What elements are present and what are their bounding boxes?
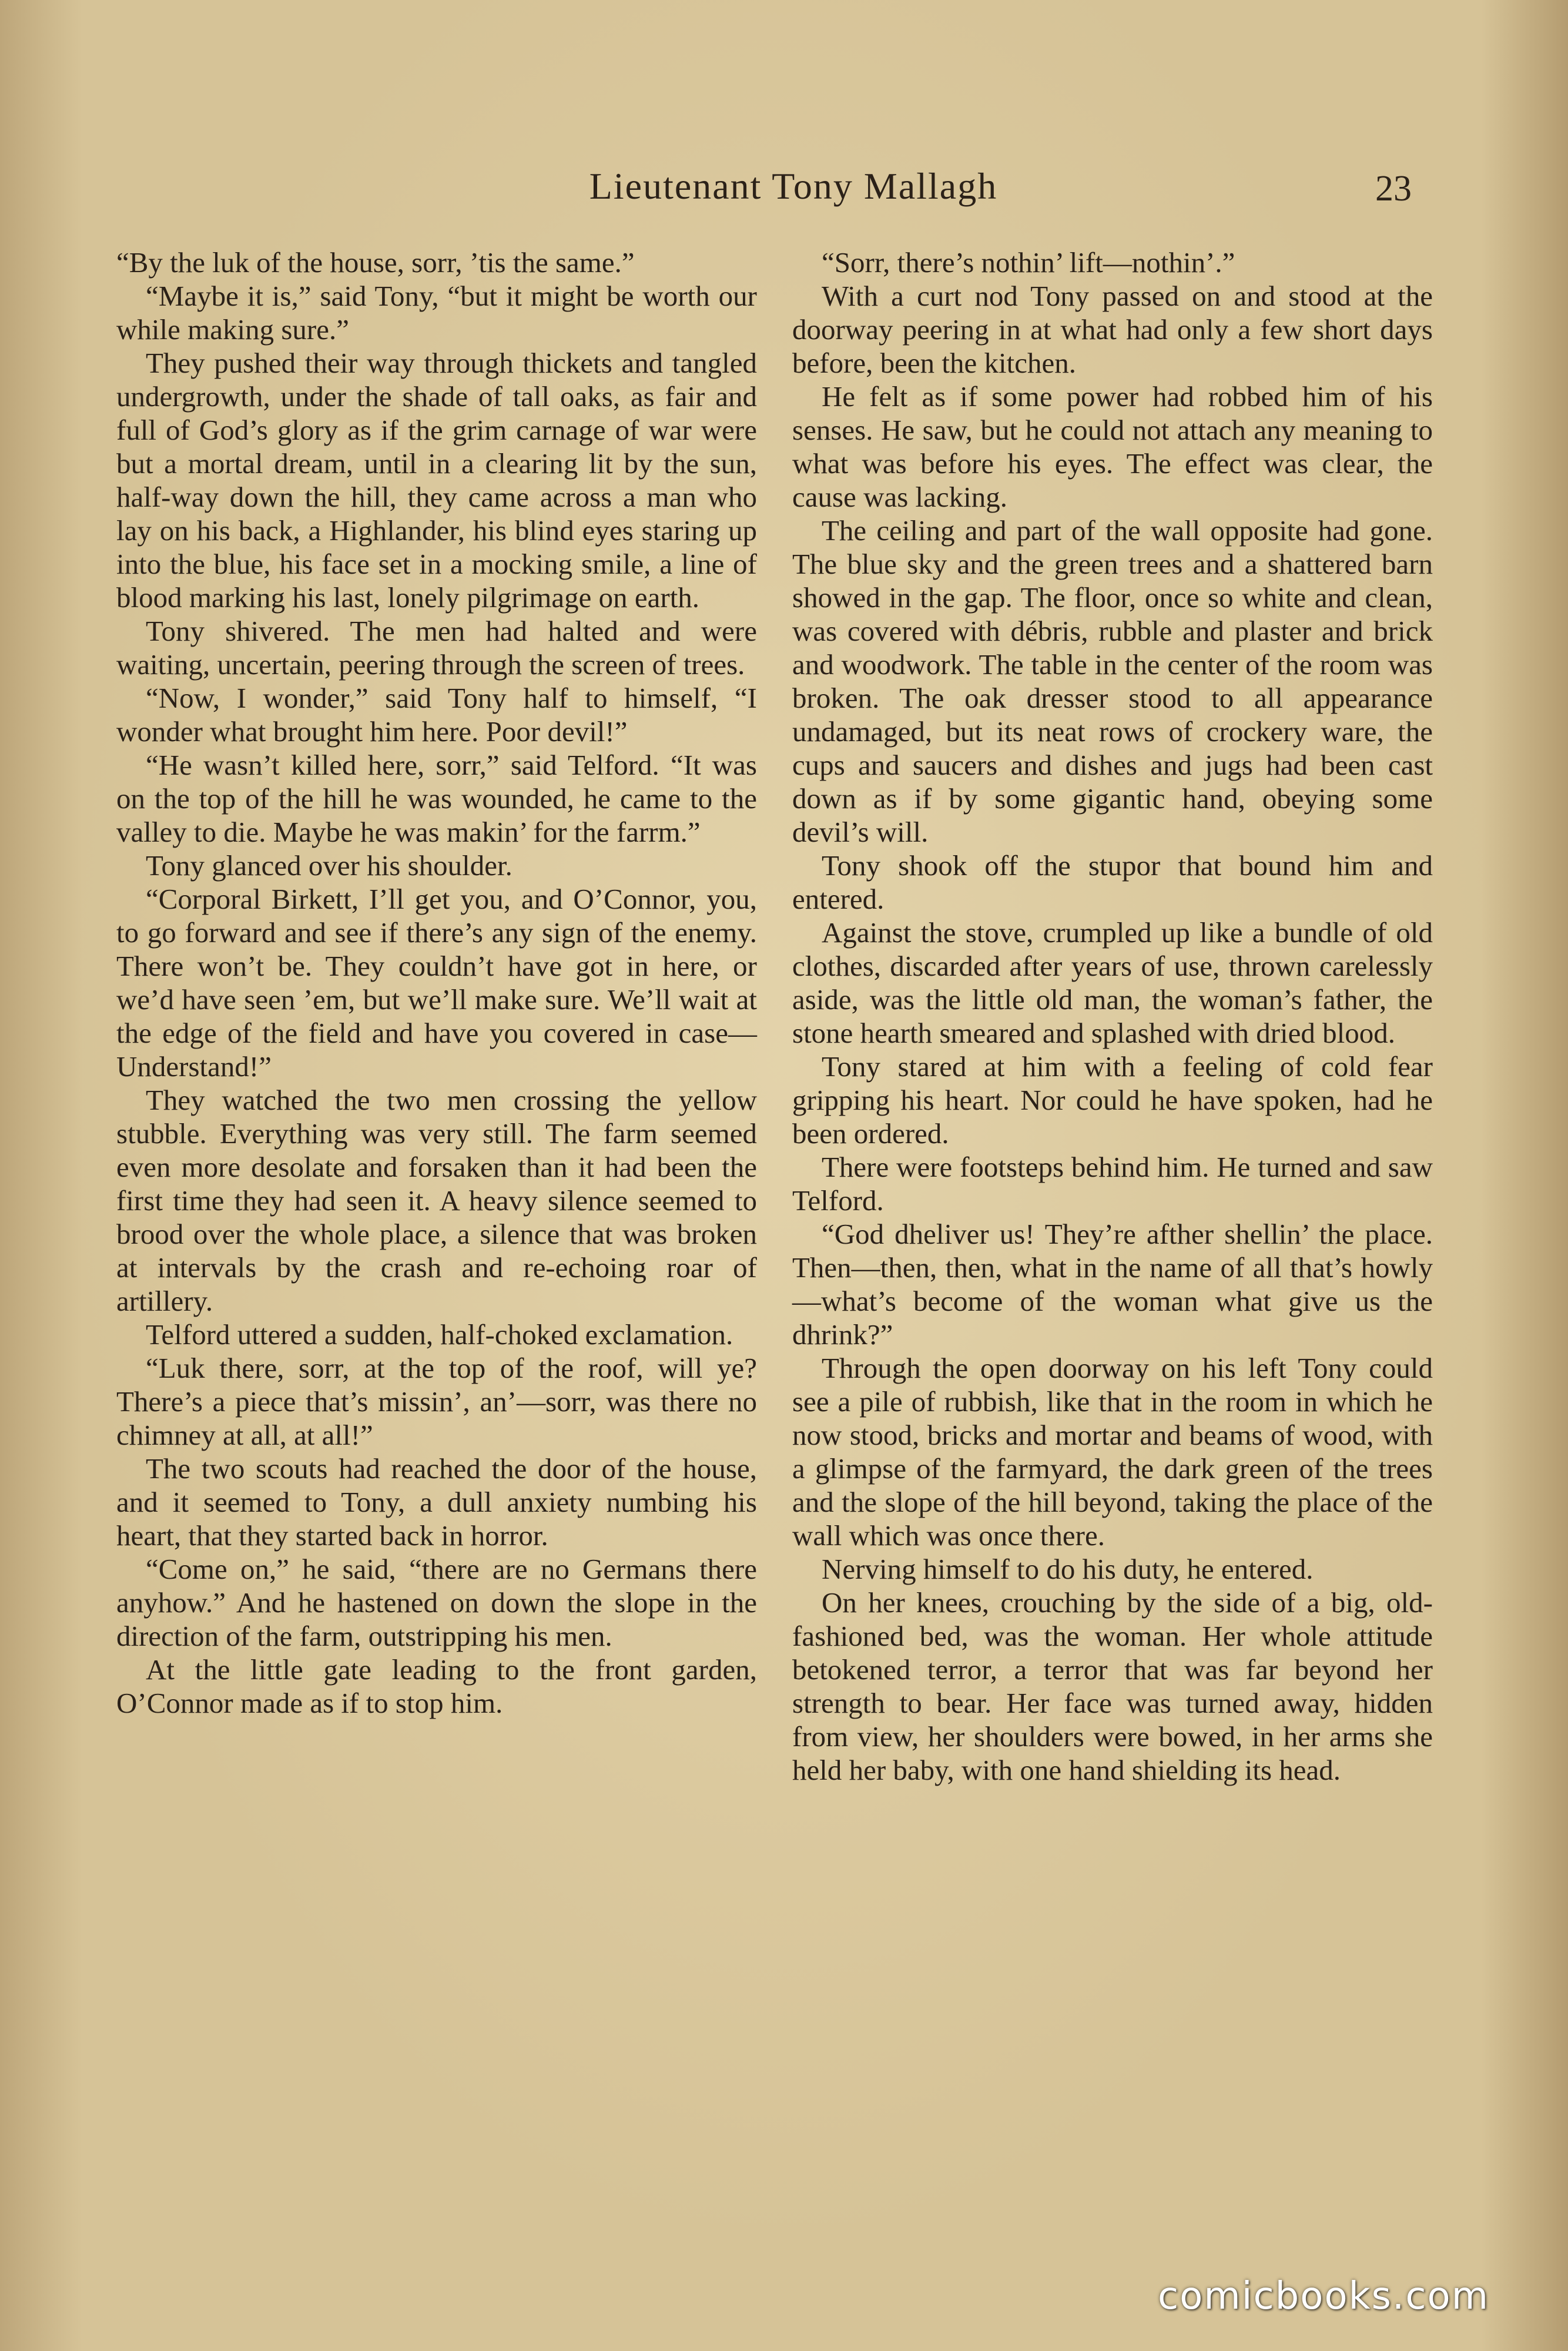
paragraph: Tony glanced over his shoulder. [146, 849, 512, 882]
paragraph: Telford uttered a sudden, half-choked exclamation. [146, 1318, 733, 1351]
paragraph: With a curt nod Tony passed on and stood at the doorway peering in at what had only a few short days before, been the kitchen. [792, 280, 1433, 379]
paragraph: Nerving himself to do his duty, he entered. [822, 1553, 1314, 1585]
page-number: 23 [1375, 169, 1412, 209]
paragraph: On her knees, crouching by the side of a big, old-fashioned bed, was the woman. Her whole attitude betokened terror, a terror that was far beyond her strength to bear. Her face was turned away, hidden from view, her shoulders were bowed, in her arms she held her baby, with one hand shielding its head. [792, 1586, 1433, 1786]
running-title: Lieutenant Tony Mallagh [589, 165, 998, 207]
paragraph: “Maybe it is,” said Tony, “but it might be worth our while making sure.” [116, 280, 757, 346]
paragraph: “God dheliver us! They’re afther shellin’ the place. Then—then, then, what in the name of all that’s howly—what’s become of the woman what give us the dhrink?” [792, 1218, 1433, 1351]
page-header [0, 165, 1568, 229]
paragraph: “Corporal Birkett, I’ll get you, and O’Connor, you, to go forward and see if there’s any sign of the enemy. There won’t be. They couldn’t have got in here, or we’d have seen ’em, but we’ll make sure. We’ll wait at the edge of the field and have you covered in case— Understand!” [116, 883, 757, 1083]
paragraph: At the little gate leading to the front garden, O’Connor made as if to stop him. [116, 1653, 757, 1719]
paragraph: They watched the two men crossing the yellow stubble. Everything was very still. The farm seemed even more desolate and forsaken than it had been the first time they had seen it. A heavy silence seemed to brood over the whole place, a silence that was broken at intervals by the crash and re-echoing roar of artillery. [116, 1084, 757, 1317]
right-column [792, 246, 1433, 1787]
paragraph: He felt as if some power had robbed him of his senses. He saw, but he could not attach any meaning to what was before his eyes. The effect was clear, the cause was lacking. [792, 380, 1433, 513]
paragraph: Tony shivered. The men had halted and were waiting, uncertain, peering through the screen of trees. [116, 615, 757, 681]
paragraph: “Now, I wonder,” said Tony half to himself, “I wonder what brought him here. Poor devil!” [116, 682, 757, 748]
paragraph: The ceiling and part of the wall opposite had gone. The blue sky and the green trees and a shattered barn showed in the gap. The floor, once so white and clean, was covered with débris, rubble and plaster and brick and woodwork. The table in the center of the room was broken. The oak dresser stood to all appearance undamaged, but its neat rows of crockery ware, the cups and saucers and dishes and jugs had been cast down as if by some gigantic hand, obeying some devil’s will. [792, 514, 1433, 848]
paragraph: There were footsteps behind him. He turned and saw Telford. [792, 1151, 1433, 1217]
paragraph: “By the luk of the house, sorr, ’tis the same.” [116, 246, 635, 279]
paragraph: Through the open doorway on his left Tony could see a pile of rubbish, like that in the room in which he now stood, bricks and mortar and beams of wood, with a glimpse of the farmyard, the dark green of the trees and the slope of the hill beyond, taking the place of the wall which was once there. [792, 1352, 1433, 1552]
paragraph: “Sorr, there’s nothin’ lift—nothin’.” [822, 246, 1235, 279]
paragraph: “He wasn’t killed here, sorr,” said Telford. “It was on the top of the hill he was wounded, he came to the valley to die. Maybe he was makin’ for the farrm.” [116, 749, 757, 848]
paragraph: They pushed their way through thickets and tangled undergrowth, under the shade of tall oaks, as fair and full of God’s glory as if the grim carnage of war were but a mortal dream, until in a clearing lit by the sun, half-way down the hill, they came across a man who lay on his back, a Highlander, his blind eyes staring up into the blue, his face set in a mocking smile, a line of blood marking his last, lonely pilgrimage on earth. [116, 347, 757, 614]
paragraph: “Come on,” he said, “there are no Germans there anyhow.” And he hastened on down the slope in the direction of the farm, outstripping his men. [116, 1553, 757, 1652]
left-column [116, 246, 757, 1720]
paragraph: “Luk there, sorr, at the top of the roof, will ye? There’s a piece that’s missin’, an’—sorr, was there no chimney at all, at all!” [116, 1352, 757, 1451]
watermark: comicbooks.com [1158, 2275, 1490, 2318]
paragraph: The two scouts had reached the door of the house, and it seemed to Tony, a dull anxiety numbing his heart, that they started back in horror. [116, 1452, 757, 1552]
paragraph: Tony shook off the stupor that bound him and entered. [792, 849, 1433, 915]
paragraph: Against the stove, crumpled up like a bundle of old clothes, discarded after years of use, thrown carelessly aside, was the little old man, the woman’s father, the stone hearth smeared and splashed with dried blood. [792, 916, 1433, 1049]
paragraph: Tony stared at him with a feeling of cold fear gripping his heart. Nor could he have spoken, had he been ordered. [792, 1050, 1433, 1150]
